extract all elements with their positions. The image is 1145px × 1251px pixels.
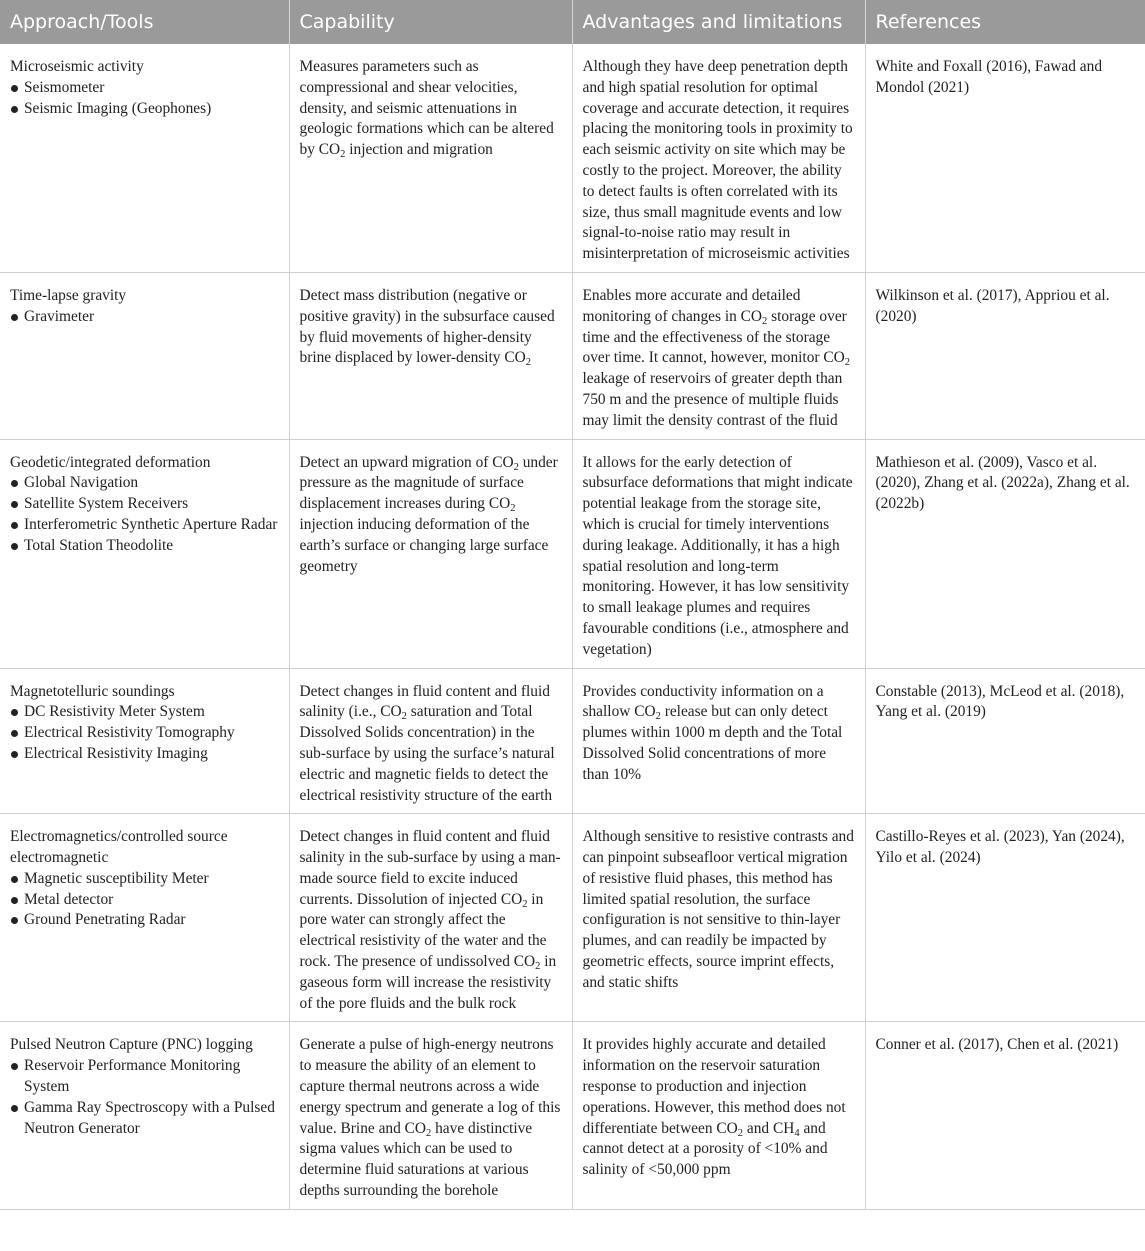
table-row — [0, 439, 1145, 668]
approach-name: Microseismic activity — [10, 58, 144, 75]
references-cell: Mathieson et al. (2009), Vasco et al. (2020), Zhang et al. (2022a), Zhang et al. (2022b) — [865, 439, 1145, 668]
tool-item: Ground Penetrating Radar — [10, 910, 279, 931]
tool-list — [10, 473, 279, 556]
approach-name: Electromagnetics/controlled source electromagnetic — [10, 828, 228, 867]
references-cell: White and Foxall (2016), Fawad and Mondol (2021) — [865, 44, 1145, 272]
header-approach-tools: Approach/Tools — [0, 0, 289, 44]
advantages-cell: Enables more accurate and detailed monitoring of changes in $CO_2$ storage over time and the effectiveness of the storage over time. It cannot, however, monitor $CO_2$ leakage of reservoirs of greater depth than 750 m and the presence of multiple fluids may limit the density contrast of the fluid — [572, 272, 865, 439]
tool-item: Gravimeter — [10, 307, 279, 328]
capability-cell: Measures parameters such as compressional and shear velocities, density, and seismic attenuations in geologic formations which can be altered by $CO_2$ injection and migration — [289, 44, 572, 272]
approach-cell — [0, 814, 289, 1022]
advantages-cell: Provides conductivity information on a shallow $CO_2$ release but can only detect plumes within 1000 m depth and the Total Dissolved Solid concentrations of more than 10% — [572, 668, 865, 814]
tool-item: Reservoir Performance Monitoring System — [10, 1056, 279, 1098]
approach-name: Geodetic/integrated deformation — [10, 453, 211, 471]
approach-name: Pulsed Neutron Capture (PNC) logging — [10, 1036, 253, 1054]
references-cell: Castillo-Reyes et al. (2023), Yan (2024), Yilo et al. (2024) — [865, 814, 1145, 1022]
capability-cell: Detect an upward migration of $CO_2$ under pressure as the magnitude of surface displacement increases during $CO_2$ injection inducing deformation of the earth’s surface or changing large surface geometry — [289, 439, 572, 668]
capability-cell: Detect mass distribution (negative or positive gravity) in the subsurface caused by fluid movements of higher-density brine displaced by lower-density $CO_2$ — [289, 272, 572, 439]
tool-item: DC Resistivity Meter System — [10, 702, 279, 723]
tool-item: Metal detector — [10, 890, 279, 911]
tool-list — [10, 78, 279, 120]
approach-cell — [0, 439, 289, 668]
table-row — [0, 1022, 1145, 1209]
references-cell: Wilkinson et al. (2017), Appriou et al. (2020) — [865, 272, 1145, 439]
table-row — [0, 814, 1145, 1022]
approach-cell — [0, 44, 289, 272]
tool-item: Interferometric Synthetic Aperture Radar — [10, 515, 279, 536]
capability-cell: Detect changes in fluid content and fluid salinity in the sub-surface by using a man-made source field to excite induced currents. Dissolution of injected $CO_2$ in pore water can strongly affect the electrical resistivity of the water and the rock. The presence of undissolved $CO_2$ in gaseous form will increase the resistivity of the pore fluids and the bulk rock — [289, 814, 572, 1022]
table-row — [0, 44, 1145, 272]
tool-list — [10, 869, 279, 931]
header-row — [0, 0, 1145, 44]
tool-item: Total Station Theodolite — [10, 536, 279, 557]
references-cell: Conner et al. (2017), Chen et al. (2021) — [865, 1022, 1145, 1209]
tool-item: Gamma Ray Spectroscopy with a Pulsed Neutron Generator — [10, 1098, 279, 1140]
table-row — [0, 668, 1145, 814]
approach-name: Time-lapse gravity — [10, 286, 127, 304]
approach-cell — [0, 668, 289, 814]
header-advantages-limitations: Advantages and limitations — [572, 0, 865, 44]
tool-list — [10, 702, 279, 764]
tool-item: Global Navigation — [10, 473, 279, 494]
tool-item: Satellite System Receivers — [10, 494, 279, 515]
tool-list — [10, 1056, 279, 1139]
references-cell: Constable (2013), McLeod et al. (2018), Yang et al. (2019) — [865, 668, 1145, 814]
advantages-cell: Although sensitive to resistive contrasts and can pinpoint subseafloor vertical migration of resistive fluid phases, this method has limited spatial resolution, the surface configuration is not sensitive to thin-layer plumes, and can readily be impacted by geometric effects, source imprint effects, and static shifts — [572, 814, 865, 1022]
header-capability: Capability — [289, 0, 572, 44]
capability-cell: Generate a pulse of high-energy neutrons to measure the ability of an element to capture thermal neutrons across a wide energy spectrum and generate a log of this value. Brine and $CO_2$ have distinctive sigma values which can be used to determine fluid saturations at various depths surrounding the borehole — [289, 1022, 572, 1209]
approach-cell — [0, 272, 289, 439]
table-body — [0, 44, 1145, 1209]
table-row — [0, 272, 1145, 439]
advantages-cell: It provides highly accurate and detailed information on the reservoir saturation response to production and injection operations. However, this method does not differentiate between $CO_2$ and $CH_4$ and cannot detect at a porosity of <10% and salinity of <50,000 ppm — [572, 1022, 865, 1209]
approach-cell — [0, 1022, 289, 1209]
tool-item: Magnetic susceptibility Meter — [10, 869, 279, 890]
tool-item: Electrical Resistivity Imaging — [10, 744, 279, 765]
tool-item: Electrical Resistivity Tomography — [10, 723, 279, 744]
tool-item: Seismic Imaging (Geophones) — [10, 99, 279, 120]
approach-name: Magnetotelluric soundings — [10, 682, 175, 700]
tool-list — [10, 307, 279, 328]
advantages-cell: It allows for the early detection of subsurface deformations that might indicate potential leakage from the storage site, which is crucial for timely interventions during leakage. Additionally, it has a high spatial resolution and long-term monitoring. However, it has low sensitivity to small leakage plumes and requires favourable conditions (i.e., atmosphere and vegetation) — [572, 439, 865, 668]
header-references: References — [865, 0, 1145, 44]
capability-cell: Detect changes in fluid content and fluid salinity (i.e., $CO_2$ saturation and Total Dissolved Solids concentration) in the sub-surface by using the surface’s natural electric and magnetic fields to detect the electrical resistivity structure of the earth — [289, 668, 572, 814]
tool-item: Seismometer — [10, 78, 279, 99]
advantages-cell: Although they have deep penetration depth and high spatial resolution for optimal coverage and accurate detection, it requires placing the monitoring tools in proximity to each seismic activity on site which may be costly to the project. Moreover, the ability to detect faults is often correlated with its size, thus small magnitude events and low signal-to-noise ratio may result in misinterpretation of microseismic activities — [572, 44, 865, 272]
